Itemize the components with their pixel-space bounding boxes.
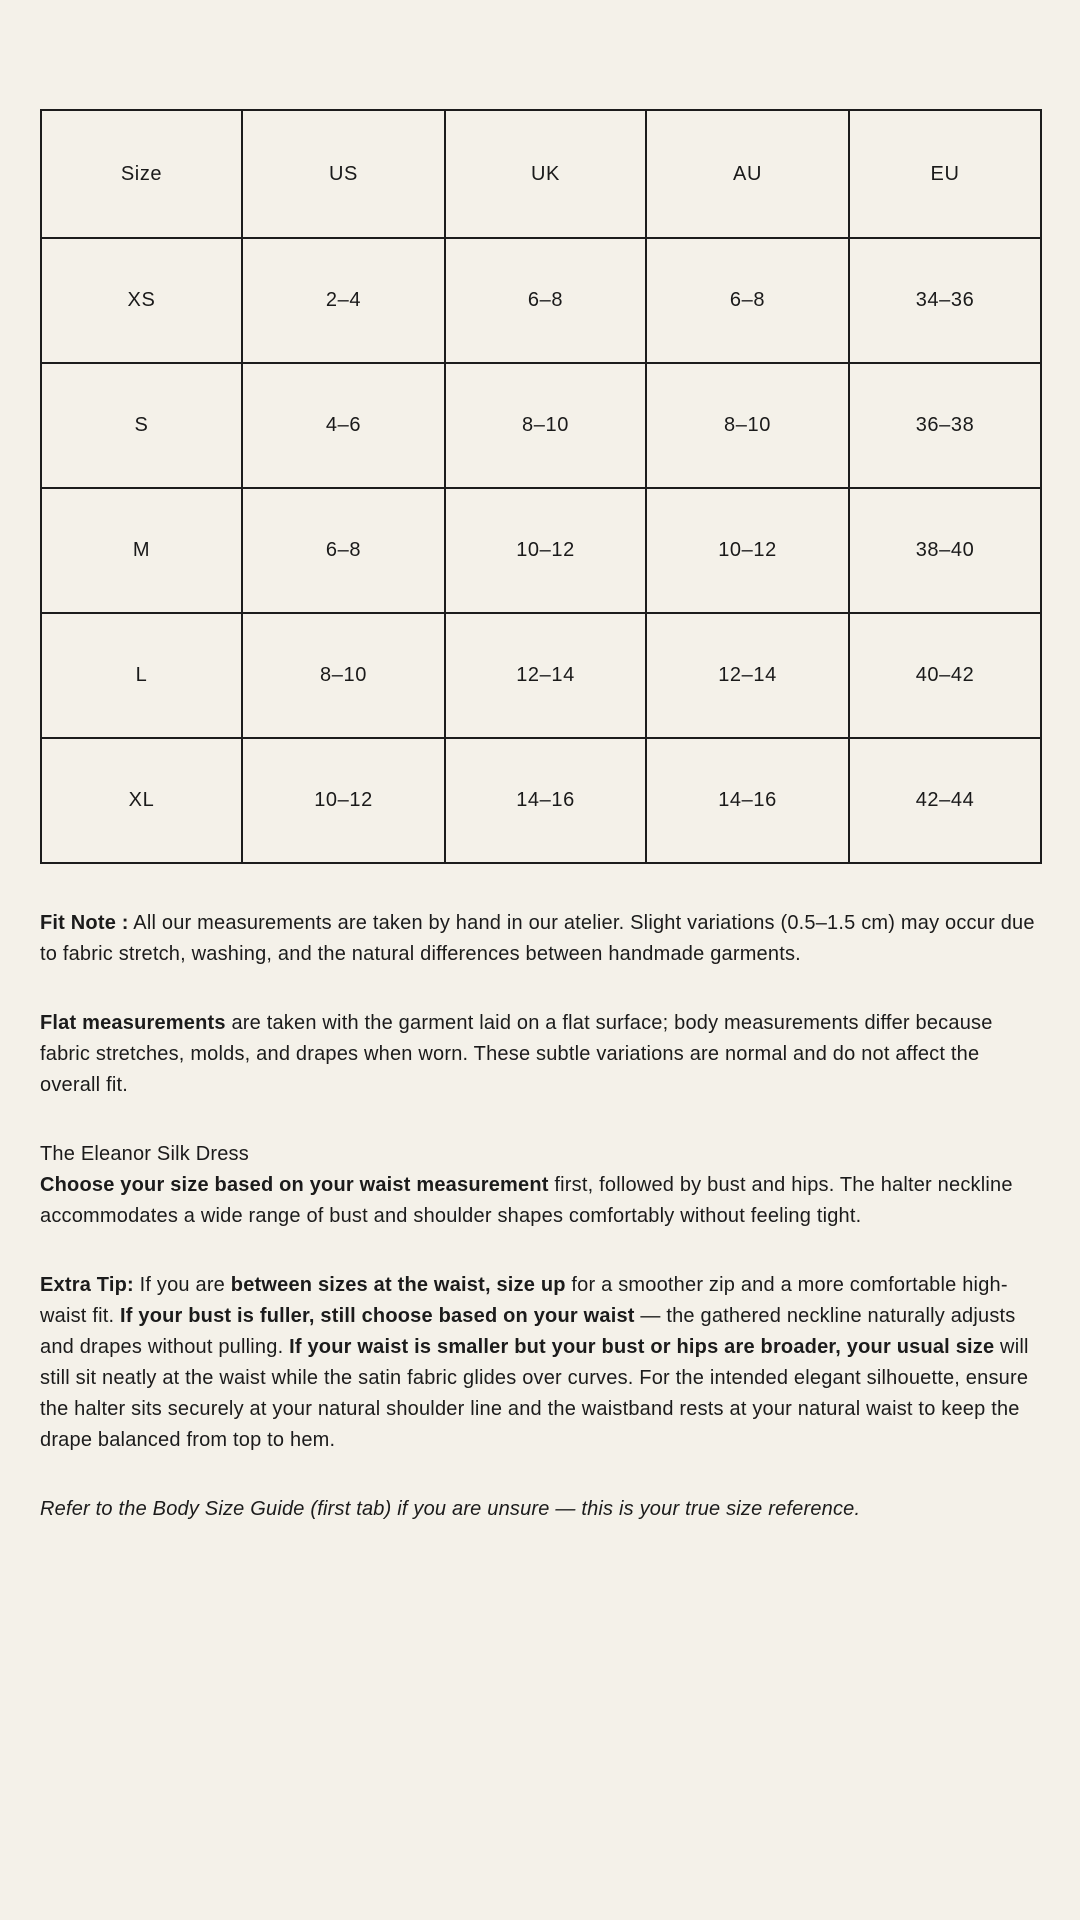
extra-tip-text: for a smoother zip and a more comfortable high-waist fit. bbox=[40, 1274, 1008, 1327]
header-cell-uk: UK bbox=[445, 110, 646, 238]
table-header-row bbox=[41, 110, 1041, 238]
size-reference-note: Refer to the Body Size Guide (first tab) if you are unsure — this is your true size reference. bbox=[40, 1498, 861, 1520]
eleanor-sizing-paragraph bbox=[40, 1139, 1042, 1232]
cell-us: 10–12 bbox=[242, 738, 445, 863]
extra-tip-bold: If your bust is fuller, still choose based on your waist bbox=[120, 1305, 635, 1327]
header-cell-size: Size bbox=[41, 110, 242, 238]
cell-uk: 14–16 bbox=[445, 738, 646, 863]
cell-us: 8–10 bbox=[242, 613, 445, 738]
eleanor-sizing-text: first, followed by bust and hips. The halter neckline accommodates a wide range of bust and shoulder shapes comfortably without feeling tight. bbox=[40, 1174, 1013, 1227]
extra-tip-text: will still sit neatly at the waist while the satin fabric glides over curves. For the intended elegant silhouette, ensure the halter sits securely at your natural shoulder line and the waistband rests at your natural waist to keep the drape balanced from top to hem. bbox=[40, 1336, 1029, 1451]
cell-uk: 10–12 bbox=[445, 488, 646, 613]
header-cell-au: AU bbox=[646, 110, 849, 238]
flat-measurements-text: are taken with the garment laid on a flat surface; body measurements differ because fabric stretches, molds, and drapes when worn. These subtle variations are normal and do not affect the overall fit. bbox=[40, 1012, 993, 1096]
extra-tip-paragraph bbox=[40, 1270, 1042, 1456]
header-cell-us: US bbox=[242, 110, 445, 238]
fit-note-text: All our measurements are taken by hand in our atelier. Slight variations (0.5–1.5 cm) may occur due to fabric stretch, washing, and the natural differences between handmade garments. bbox=[40, 912, 1035, 965]
cell-us: 4–6 bbox=[242, 363, 445, 488]
cell-uk: 6–8 bbox=[445, 238, 646, 363]
product-name: The Eleanor Silk Dress bbox=[40, 1143, 249, 1165]
cell-size: XS bbox=[41, 238, 242, 363]
cell-eu: 36–38 bbox=[849, 363, 1041, 488]
header-cell-eu: EU bbox=[849, 110, 1041, 238]
cell-size: M bbox=[41, 488, 242, 613]
cell-us: 2–4 bbox=[242, 238, 445, 363]
cell-au: 12–14 bbox=[646, 613, 849, 738]
cell-size: XL bbox=[41, 738, 242, 863]
cell-size: L bbox=[41, 613, 242, 738]
extra-tip-text: — the gathered neckline naturally adjusts and drapes without pulling. bbox=[40, 1305, 1016, 1358]
cell-au: 6–8 bbox=[646, 238, 849, 363]
cell-eu: 40–42 bbox=[849, 613, 1041, 738]
flat-measurements-paragraph bbox=[40, 1008, 1042, 1101]
cell-au: 10–12 bbox=[646, 488, 849, 613]
size-conversion-table bbox=[40, 109, 1042, 864]
table-row-l bbox=[41, 613, 1041, 738]
table-row-m bbox=[41, 488, 1041, 613]
table-row-s bbox=[41, 363, 1041, 488]
cell-au: 14–16 bbox=[646, 738, 849, 863]
cell-uk: 8–10 bbox=[445, 363, 646, 488]
flat-measurements-label: Flat measurements bbox=[40, 1012, 226, 1034]
cell-eu: 38–40 bbox=[849, 488, 1041, 613]
extra-tip-text: If you are bbox=[133, 1274, 231, 1296]
table-row-xl bbox=[41, 738, 1041, 863]
fit-note-paragraph bbox=[40, 908, 1042, 970]
eleanor-sizing-bold: Choose your size based on your waist measurement bbox=[40, 1174, 549, 1196]
cell-au: 8–10 bbox=[646, 363, 849, 488]
cell-us: 6–8 bbox=[242, 488, 445, 613]
extra-tip-bold: between sizes at the waist, size up bbox=[230, 1274, 566, 1296]
cell-eu: 34–36 bbox=[849, 238, 1041, 363]
extra-tip-label: Extra Tip: bbox=[40, 1274, 134, 1296]
table-row-xs bbox=[41, 238, 1041, 363]
cell-eu: 42–44 bbox=[849, 738, 1041, 863]
cell-uk: 12–14 bbox=[445, 613, 646, 738]
fit-note-label: Fit Note : bbox=[40, 912, 129, 934]
cell-size: S bbox=[41, 363, 242, 488]
extra-tip-bold: If your waist is smaller but your bust or hips are broader, your usual size bbox=[289, 1336, 995, 1358]
